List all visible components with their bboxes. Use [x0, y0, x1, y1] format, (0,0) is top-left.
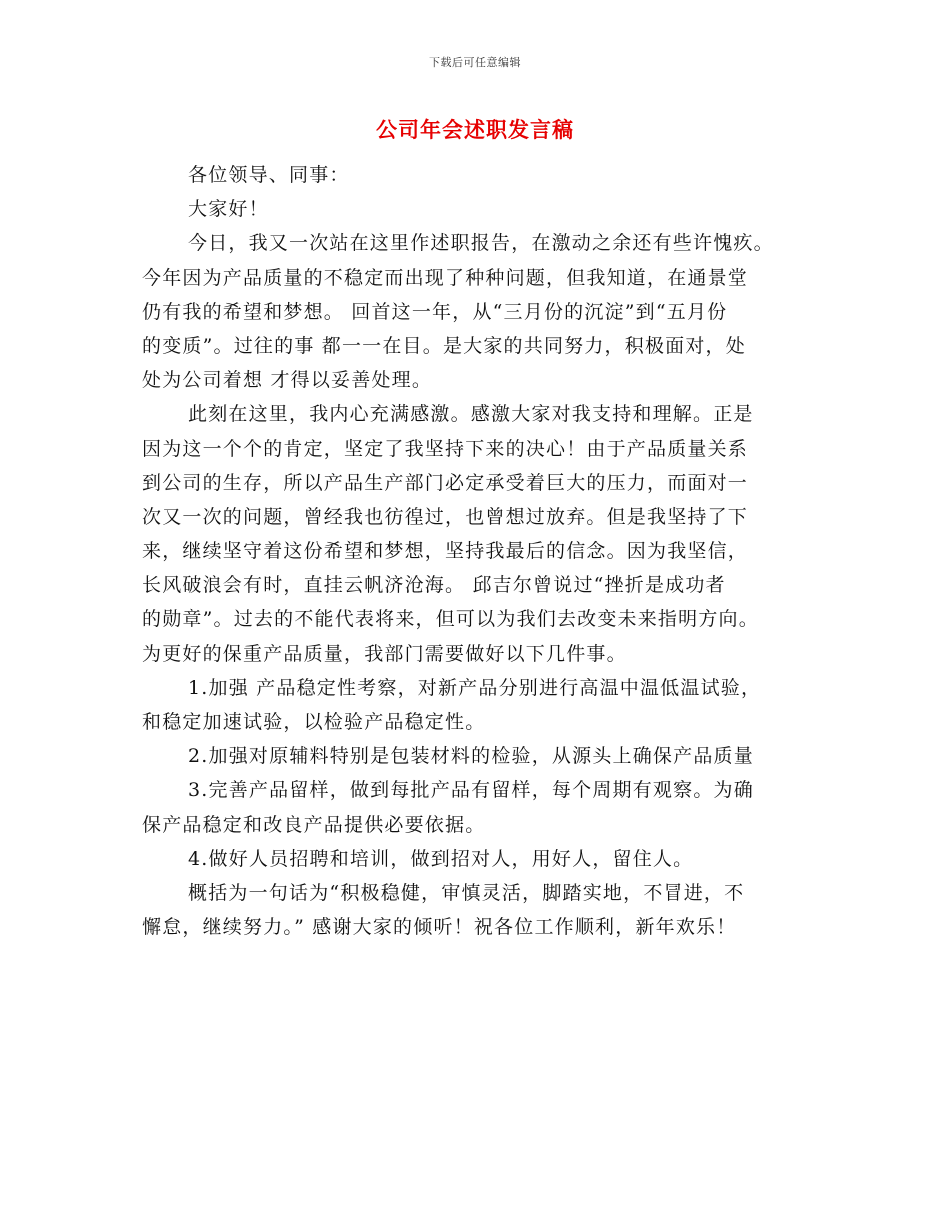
text-line: 和稳定加速试验，以检验产品稳定性。	[142, 711, 486, 733]
list-item: 3.完善产品留样，做到每批产品有留样，每个周期有观察。为确	[188, 779, 754, 802]
text-line: 大家好！	[188, 198, 269, 221]
text-line: 的变质”。过往的事 都一一在目。是大家的共同努力，积极面对，处	[142, 334, 746, 357]
list-item: 1.加强 产品稳定性考察，对新产品分别进行高温中温低温试验，	[188, 676, 762, 699]
text-line: 仍有我的希望和梦想。 回首这一年，从“三月份的沉淀”到“五月份	[142, 300, 728, 323]
document-body	[142, 158, 806, 944]
text-line: 保产品稳定和改良产品提供必要依据。	[142, 813, 486, 836]
text-line: 懈怠，继续努力。” 感谢大家的倾听！祝各位工作顺利，新年欢乐！	[142, 916, 737, 939]
text-line: 因为这一个个的肯定，坚定了我坚持下来的决心！由于产品质量关系	[142, 437, 749, 460]
list-item: 2.加强对原辅料特别是包装材料的检验，从源头上确保产品质量	[188, 745, 754, 768]
text-line: 各位领导、同事：	[188, 164, 350, 186]
text-line: 次又一次的问题，曾经我也彷徨过，也曾想过放弃。但是我坚持了下	[142, 505, 749, 528]
text-line: 为更好的保重产品质量，我部门需要做好以下几件事。	[142, 642, 627, 665]
text-line: 处为公司着想 才得以妥善处理。	[142, 369, 433, 392]
list-item: 4.做好人员招聘和培训，做到招对人，用好人，留住人。	[188, 847, 694, 870]
text-line: 来，继续坚守着这份希望和梦想，坚持我最后的信念。因为我坚信，	[142, 540, 749, 563]
header-note: 下载后可任意编辑	[429, 56, 521, 69]
text-line: 的勋章”。过去的不能代表将来，但可以为我们去改变未来指明方向。	[142, 608, 759, 631]
text-line: 今日，我又一次站在这里作述职报告，在激动之余还有些许愧疚。	[188, 232, 774, 255]
document-title: 公司年会述职发言稿	[376, 118, 574, 142]
text-line: 概括为一句话为“积极稳健，审慎灵活，脚踏实地，不冒进，不	[188, 881, 745, 904]
text-line: 长风破浪会有时，直挂云帆济沧海。 邱吉尔曾说过“挫折是成功者	[142, 574, 726, 597]
text-line: 此刻在这里，我内心充满感激。感激大家对我支持和理解。正是	[188, 403, 754, 426]
text-line: 到公司的生存，所以产品生产部门必定承受着巨大的压力，而面对一	[142, 471, 749, 494]
text-line: 今年因为产品质量的不稳定而出现了种种问题，但我知道，在通景堂	[142, 266, 749, 289]
